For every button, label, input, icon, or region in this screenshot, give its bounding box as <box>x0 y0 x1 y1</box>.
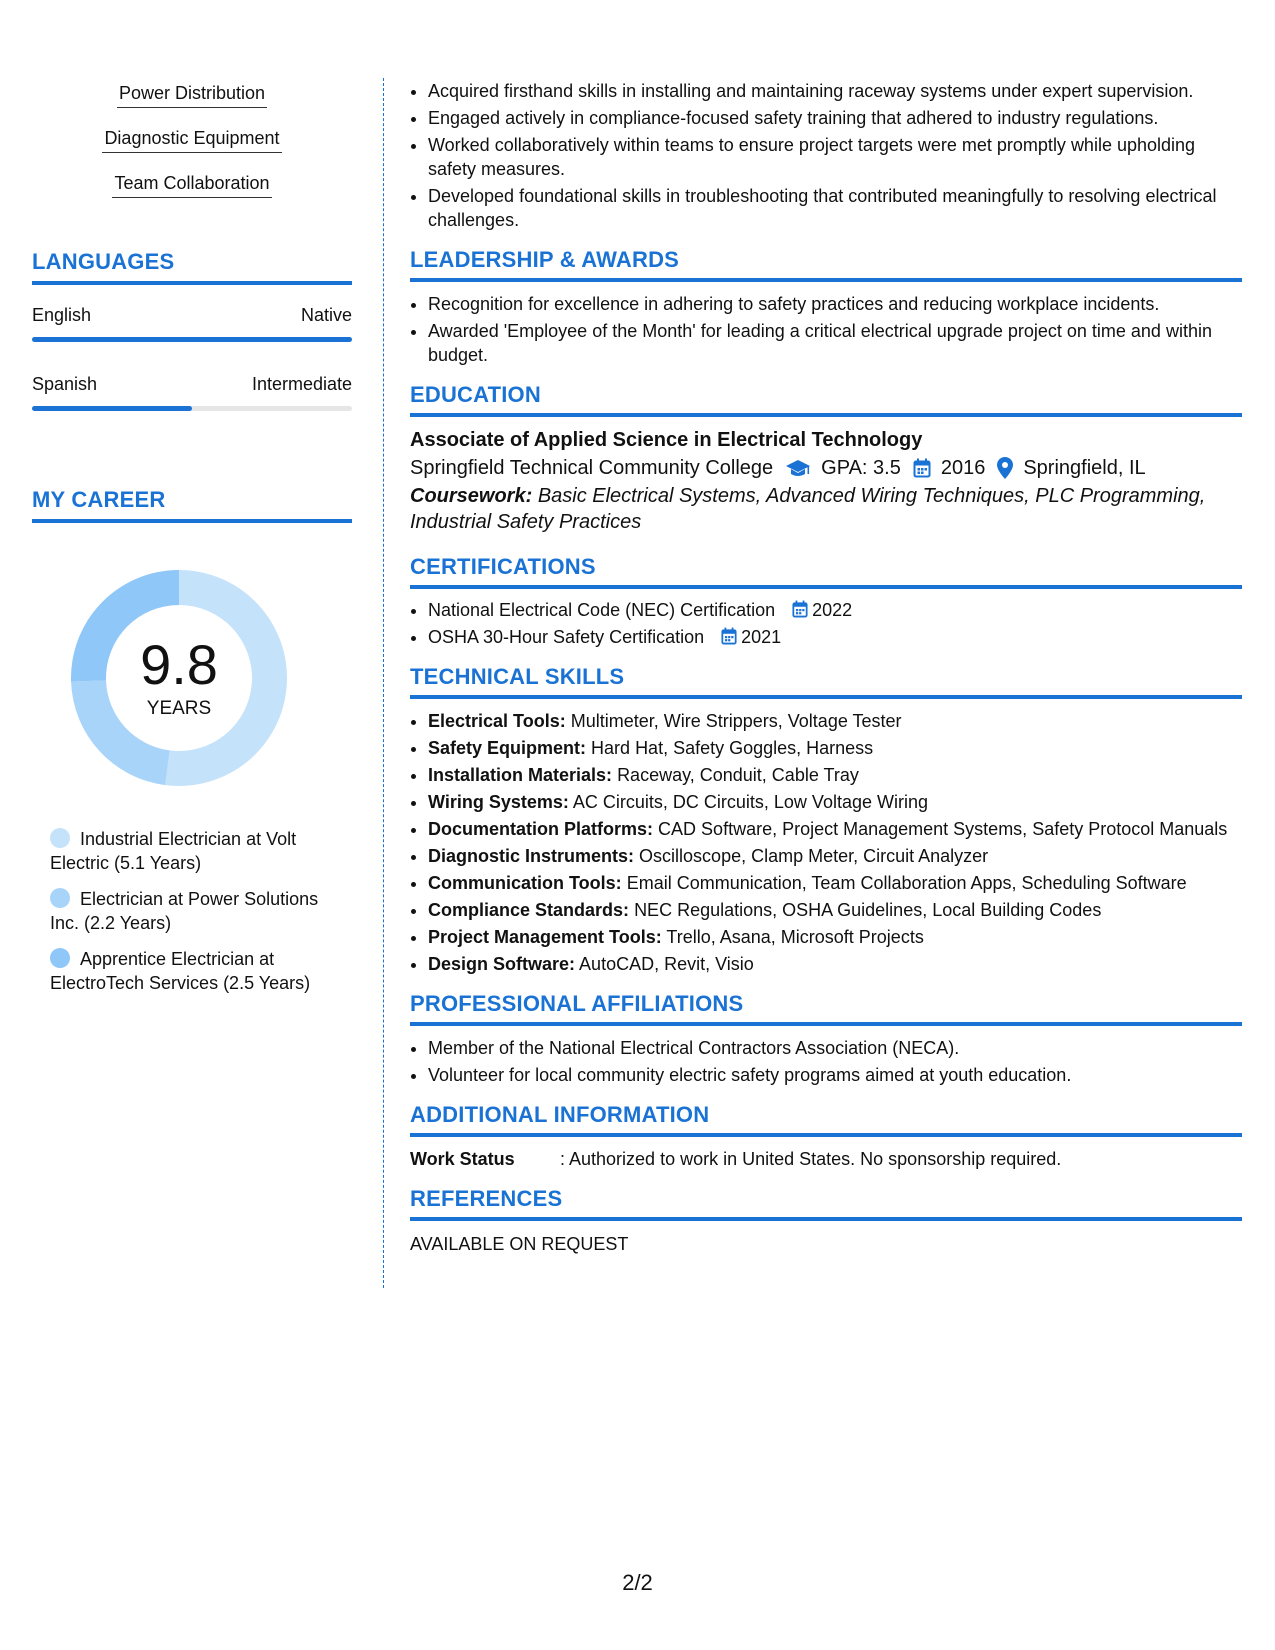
technical-skill-item <box>428 844 1242 868</box>
legend-dot-icon <box>50 948 70 968</box>
education-heading: EDUCATION <box>410 382 1242 417</box>
skill-tag: Power Distribution <box>117 80 267 108</box>
technical-skill-item <box>428 709 1242 733</box>
career-legend-item <box>50 947 352 995</box>
certification-year: 2022 <box>812 600 853 620</box>
skill-tags <box>32 80 352 215</box>
skill-category: Electrical Tools: <box>428 711 566 731</box>
experience-bullet: • Developed foundational skills in troubleshooting that contributed meaningfully to resolving electrical challenges. <box>428 184 1242 232</box>
skill-values: Oscilloscope, Clamp Meter, Circuit Analyzer <box>639 846 989 866</box>
skill-tag: Diagnostic Equipment <box>102 125 281 153</box>
graduation-cap-icon <box>785 458 811 478</box>
skill-category: Diagnostic Instruments: <box>428 846 635 866</box>
skill-category: Wiring Systems: <box>428 792 569 812</box>
technical-skill-item <box>428 763 1242 787</box>
education-school: Springfield Technical Community College <box>410 457 774 479</box>
leadership-item: • Awarded 'Employee of the Month' for leading a critical electrical upgrade project on time and within budget. <box>428 319 1242 367</box>
work-status-label: Work Status <box>410 1149 515 1169</box>
career-legend-item <box>50 827 352 875</box>
skill-values: Email Communication, Team Collaboration Apps, Scheduling Software <box>626 873 1187 893</box>
location-pin-icon <box>997 457 1013 479</box>
language-level-fill <box>32 406 192 411</box>
education-degree: Associate of Applied Science in Electrical Technology <box>410 429 923 451</box>
skill-values: NEC Regulations, OSHA Guidelines, Local Building Codes <box>634 900 1102 920</box>
skill-tag: Team Collaboration <box>112 170 271 198</box>
education-details <box>410 453 1242 483</box>
references-text: AVAILABLE ON REQUEST <box>410 1234 629 1254</box>
skill-category: Design Software: <box>428 954 576 974</box>
certifications-heading: CERTIFICATIONS <box>410 554 1242 589</box>
leadership-heading: LEADERSHIP & AWARDS <box>410 247 1242 282</box>
career-heading: MY CAREER <box>32 487 352 523</box>
technical-skill-item <box>428 952 1242 976</box>
skill-category: Safety Equipment: <box>428 738 587 758</box>
language-level-bar <box>32 406 352 411</box>
affiliations-heading: PROFESSIONAL AFFILIATIONS <box>410 991 1242 1026</box>
technical-skills-list <box>410 709 1242 976</box>
skill-values: CAD Software, Project Management Systems, Safety Protocol Manuals <box>658 819 1228 839</box>
certification-item <box>428 598 1242 622</box>
left-column <box>32 80 352 1007</box>
experience-bullet: • Engaged actively in compliance-focused safety training that adhered to industry regulations. <box>428 106 1242 130</box>
certification-item <box>428 625 1242 649</box>
language-level-fill <box>32 337 352 342</box>
language-level: Native <box>300 305 352 325</box>
career-total-unit: YEARS <box>146 698 212 719</box>
language-level-bar <box>32 337 352 342</box>
skill-values: Raceway, Conduit, Cable Tray <box>617 765 859 785</box>
page-number: 2/2 <box>622 1570 653 1595</box>
skill-category: Communication Tools: <box>428 873 622 893</box>
certification-year: 2021 <box>741 627 782 647</box>
skill-values: Hard Hat, Safety Goggles, Harness <box>591 738 874 758</box>
legend-dot-icon <box>50 828 70 848</box>
technical-skill-item <box>428 736 1242 760</box>
technical-skills-heading: TECHNICAL SKILLS <box>410 664 1242 699</box>
career-legend-label: Apprentice Electrician at ElectroTech Services (2.5 Years) <box>50 949 311 993</box>
calendar-icon <box>913 458 931 478</box>
skill-values: Trello, Asana, Microsoft Projects <box>666 927 924 947</box>
skill-values: AC Circuits, DC Circuits, Low Voltage Wiring <box>572 792 928 812</box>
certification-name: National Electrical Code (NEC) Certification <box>428 600 776 620</box>
technical-skill-item <box>428 925 1242 949</box>
language-level: Intermediate <box>251 374 352 394</box>
references-heading: REFERENCES <box>410 1186 1242 1221</box>
language-name: English <box>32 305 92 325</box>
education-entry <box>410 427 1242 535</box>
language-english <box>32 305 352 342</box>
skill-values: Multimeter, Wire Strippers, Voltage Tester <box>570 711 902 731</box>
calendar-icon <box>792 600 808 618</box>
career-legend-label: Electrician at Power Solutions Inc. (2.2 Years) <box>50 889 319 933</box>
leadership-item: • Recognition for excellence in adhering to safety practices and reducing workplace incidents. <box>428 292 1242 316</box>
coursework-label: Coursework: <box>410 485 533 507</box>
education-gpa: GPA: 3.5 <box>821 457 901 479</box>
column-divider <box>383 78 384 1288</box>
calendar-icon <box>721 627 737 645</box>
experience-bullet: • Worked collaboratively within teams to ensure project targets were met promptly while upholding safety measures. <box>428 133 1242 181</box>
affiliation-item: • Member of the National Electrical Contractors Association (NECA). <box>428 1036 1242 1060</box>
right-column <box>410 79 1242 1255</box>
work-status-value: : Authorized to work in United States. No sponsorship required. <box>560 1149 1062 1169</box>
certification-name: OSHA 30-Hour Safety Certification <box>428 627 705 647</box>
career-legend <box>32 827 352 995</box>
leadership-list <box>410 292 1242 367</box>
career-legend-label: Industrial Electrician at Volt Electric (5.1 Years) <box>50 829 297 873</box>
technical-skill-item <box>428 790 1242 814</box>
language-spanish <box>32 374 352 411</box>
technical-skill-item <box>428 817 1242 841</box>
education-coursework <box>410 483 1242 535</box>
technical-skill-item <box>428 898 1242 922</box>
career-legend-item <box>50 887 352 935</box>
languages-heading: LANGUAGES <box>32 249 352 285</box>
additional-info-heading: ADDITIONAL INFORMATION <box>410 1102 1242 1137</box>
certifications-list <box>410 598 1242 649</box>
skill-category: Project Management Tools: <box>428 927 662 947</box>
experience-bullet: • Acquired firsthand skills in installing and maintaining raceway systems under expert supervision. <box>428 79 1242 103</box>
legend-dot-icon <box>50 888 70 908</box>
work-status-row <box>410 1149 1242 1170</box>
skill-category: Compliance Standards: <box>428 900 630 920</box>
skill-values: AutoCAD, Revit, Visio <box>579 954 754 974</box>
technical-skill-item <box>428 871 1242 895</box>
language-name: Spanish <box>32 374 98 394</box>
skill-category: Installation Materials: <box>428 765 613 785</box>
affiliation-item: • Volunteer for local community electric safety programs aimed at youth education. <box>428 1063 1242 1087</box>
coursework-value: Basic Electrical Systems, Advanced Wiring Techniques, PLC Programming, Industrial Safety Practices <box>410 485 1206 533</box>
affiliations-list <box>410 1036 1242 1087</box>
education-year: 2016 <box>940 457 986 479</box>
career-total-years: 9.8 <box>140 633 218 696</box>
skill-category: Documentation Platforms: <box>428 819 654 839</box>
education-location: Springfield, IL <box>1023 457 1146 479</box>
experience-bullets <box>410 79 1242 232</box>
career-donut-chart <box>64 563 294 793</box>
